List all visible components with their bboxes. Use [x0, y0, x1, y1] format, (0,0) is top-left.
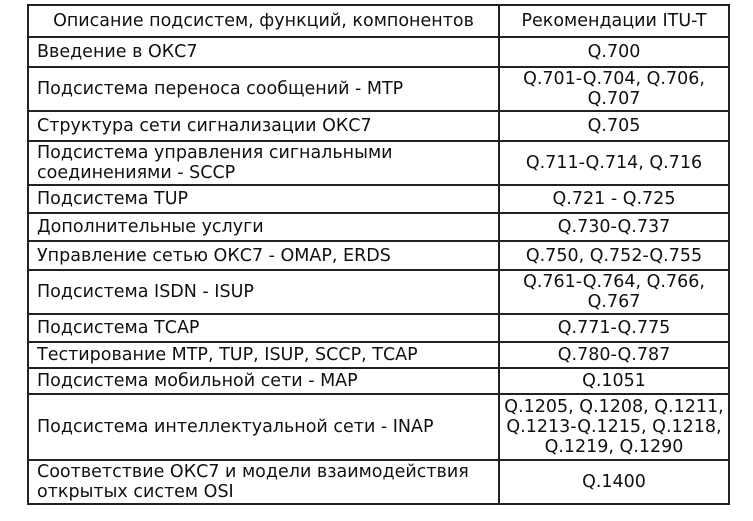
row-recommendation: Q.780-Q.787	[499, 342, 729, 368]
row-description: Подсистема TUP	[28, 185, 499, 213]
row-description: Подсистема мобильной сети - МАР	[28, 368, 499, 394]
table-row	[28, 37, 729, 67]
row-recommendation: Q.705	[499, 111, 729, 141]
recommendations-table	[27, 4, 730, 505]
table-row	[28, 314, 729, 342]
row-description: Подсистема ТСАР	[28, 314, 499, 342]
table-row	[28, 368, 729, 394]
row-description: Структура сети сигнализации ОКС7	[28, 111, 499, 141]
row-description: Подсистема ISDN - ISUP	[28, 270, 499, 314]
row-description: Соответствие ОКС7 и модели взаимодействия открытых систем OSI	[28, 460, 499, 504]
table-row	[28, 185, 729, 213]
row-recommendation: Q.1205, Q.1208, Q.1211, Q.1213-Q.1215, Q.1218, Q.1219, Q.1290	[499, 394, 729, 460]
row-recommendation: Q.700	[499, 37, 729, 67]
table-row	[28, 241, 729, 270]
row-description: Подсистема интеллектуальной сети - INAP	[28, 394, 499, 460]
row-recommendation: Q.771-Q.775	[499, 314, 729, 342]
row-description: Введение в ОКС7	[28, 37, 499, 67]
table-row	[28, 394, 729, 460]
row-recommendation: Q.701-Q.704, Q.706, Q.707	[499, 67, 729, 111]
header-description: Описание подсистем, функций, компонентов	[28, 5, 499, 37]
header-recommendations: Рекомендации ITU-T	[499, 5, 729, 37]
table-row	[28, 213, 729, 241]
table-row	[28, 141, 729, 185]
header-row	[28, 5, 729, 37]
row-description: Тестирование MTP, TUP, ISUP, SCCP, ТСАР	[28, 342, 499, 368]
row-description: Подсистема управления сигнальными соединениями - SCCP	[28, 141, 499, 185]
row-description: Дополнительные услуги	[28, 213, 499, 241]
row-recommendation: Q.1051	[499, 368, 729, 394]
table-row	[28, 270, 729, 314]
table-row	[28, 67, 729, 111]
row-recommendation: Q.711-Q.714, Q.716	[499, 141, 729, 185]
row-recommendation: Q.761-Q.764, Q.766, Q.767	[499, 270, 729, 314]
row-description: Управление сетью ОКС7 - ОМАР, ERDS	[28, 241, 499, 270]
row-recommendation: Q.721 - Q.725	[499, 185, 729, 213]
row-recommendation: Q.1400	[499, 460, 729, 504]
row-recommendation: Q.730-Q.737	[499, 213, 729, 241]
table-row	[28, 460, 729, 504]
row-recommendation: Q.750, Q.752-Q.755	[499, 241, 729, 270]
row-description: Подсистема переноса сообщений - МТР	[28, 67, 499, 111]
table-row	[28, 342, 729, 368]
table-row	[28, 111, 729, 141]
